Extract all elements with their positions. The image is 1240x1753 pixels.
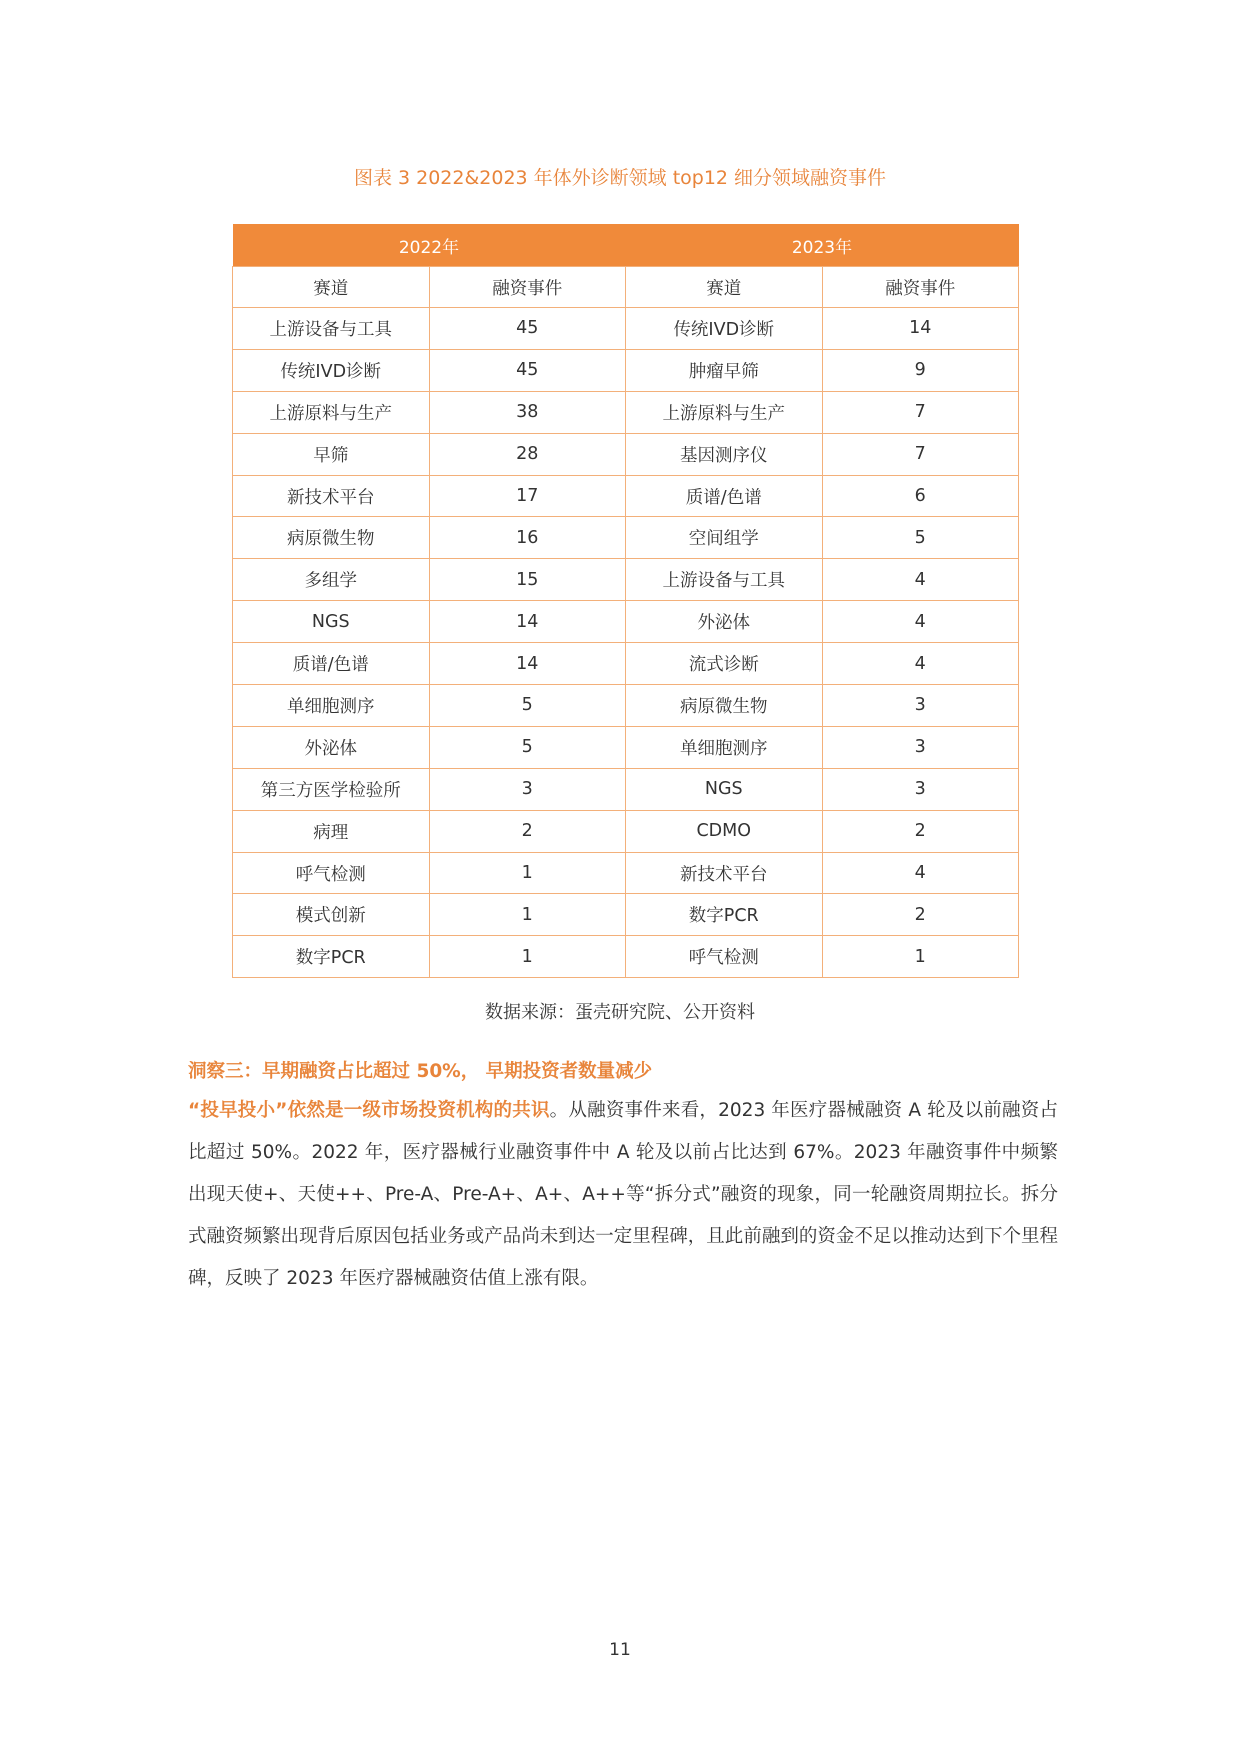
cell-events-2023: 7 [822, 391, 1019, 433]
cell-track-2023: 新技术平台 [626, 852, 823, 894]
cell-track-2023: 质谱/色谱 [626, 475, 823, 517]
cell-events-2023: 1 [822, 936, 1019, 978]
cell-track-2023: 数字PCR [626, 894, 823, 936]
cell-events-2022: 45 [429, 349, 626, 391]
cell-events-2022: 16 [429, 517, 626, 559]
cell-events-2023: 4 [822, 559, 1019, 601]
column-header-events-2023: 融资事件 [822, 267, 1019, 308]
cell-events-2022: 3 [429, 768, 626, 810]
cell-track-2023: 病原微生物 [626, 685, 823, 727]
cell-track-2022: NGS [233, 601, 430, 643]
cell-events-2023: 2 [822, 810, 1019, 852]
table-row [233, 559, 1019, 601]
cell-track-2023: 外泌体 [626, 601, 823, 643]
table-body [233, 267, 1019, 978]
cell-events-2022: 1 [429, 852, 626, 894]
cell-track-2023: 肿瘤早筛 [626, 349, 823, 391]
cell-track-2022: 外泌体 [233, 726, 430, 768]
cell-events-2023: 4 [822, 852, 1019, 894]
table-row [233, 810, 1019, 852]
cell-events-2023: 3 [822, 726, 1019, 768]
column-header-track-2023: 赛道 [626, 267, 823, 308]
paragraph-body: 。从融资事件来看，2023 年医疗器械融资 A 轮及以前融资占比超过 50%。2022 年，医疗器械行业融资事件中 A 轮及以前占比达到 67%。2023 年融资事件中频繁出现天使+、天使++、Pre-A、Pre-A+、A+、A++等“拆分式”融资的现象，同一轮融资周期拉长。拆分式融资频繁出现背后原因包括业务或产品尚未到达一定里程碑，且此前融到的资金不足以推动达到下个里程碑，反映了 2023 年医疗器械融资估值上涨有限。 [188, 1100, 1058, 1289]
cell-track-2023: 基因测序仪 [626, 433, 823, 475]
cell-track-2023: 上游设备与工具 [626, 559, 823, 601]
column-header-row [233, 267, 1019, 308]
cell-track-2022: 单细胞测序 [233, 685, 430, 727]
cell-track-2022: 新技术平台 [233, 475, 430, 517]
table-row [233, 391, 1019, 433]
cell-events-2023: 2 [822, 894, 1019, 936]
table-row [233, 308, 1019, 350]
cell-events-2022: 28 [429, 433, 626, 475]
cell-events-2022: 1 [429, 894, 626, 936]
cell-track-2022: 上游原料与生产 [233, 391, 430, 433]
table-row [233, 601, 1019, 643]
cell-events-2023: 6 [822, 475, 1019, 517]
cell-events-2023: 7 [822, 433, 1019, 475]
table-row [233, 517, 1019, 559]
table-row [233, 643, 1019, 685]
column-header-events-2022: 融资事件 [429, 267, 626, 308]
cell-track-2022: 传统IVD诊断 [233, 349, 430, 391]
cell-track-2022: 病理 [233, 810, 430, 852]
cell-events-2022: 14 [429, 601, 626, 643]
cell-events-2022: 5 [429, 726, 626, 768]
table-row [233, 894, 1019, 936]
table-row [233, 726, 1019, 768]
cell-track-2022: 多组学 [233, 559, 430, 601]
table-row [233, 768, 1019, 810]
cell-track-2023: NGS [626, 768, 823, 810]
cell-events-2023: 14 [822, 308, 1019, 350]
table-row [233, 852, 1019, 894]
cell-events-2022: 17 [429, 475, 626, 517]
year-2022-header: 2022年 [233, 224, 626, 267]
table-row [233, 936, 1019, 978]
cell-events-2023: 4 [822, 643, 1019, 685]
table-row [233, 685, 1019, 727]
cell-track-2023: 流式诊断 [626, 643, 823, 685]
cell-track-2023: 上游原料与生产 [626, 391, 823, 433]
figure-caption: 图表 3 2022&2023 年体外诊断领域 top12 细分领域融资事件 [353, 167, 887, 189]
cell-events-2023: 9 [822, 349, 1019, 391]
cell-track-2022: 病原微生物 [233, 517, 430, 559]
cell-events-2022: 45 [429, 308, 626, 350]
body-paragraph [188, 1090, 1058, 1300]
funding-events-table [232, 224, 1019, 978]
insight-title: 洞察三：早期融资占比超过 50%， 早期投资者数量减少 [188, 1061, 653, 1082]
cell-track-2022: 早筛 [233, 433, 430, 475]
cell-events-2023: 5 [822, 517, 1019, 559]
cell-track-2022: 第三方医学检验所 [233, 768, 430, 810]
cell-track-2022: 模式创新 [233, 894, 430, 936]
cell-track-2023: CDMO [626, 810, 823, 852]
cell-track-2023: 呼气检测 [626, 936, 823, 978]
cell-track-2022: 数字PCR [233, 936, 430, 978]
cell-track-2022: 上游设备与工具 [233, 308, 430, 350]
cell-events-2022: 15 [429, 559, 626, 601]
cell-events-2022: 2 [429, 810, 626, 852]
cell-events-2022: 5 [429, 685, 626, 727]
cell-track-2023: 空间组学 [626, 517, 823, 559]
cell-events-2022: 38 [429, 391, 626, 433]
cell-events-2022: 1 [429, 936, 626, 978]
paragraph-highlight: “投早投小”依然是一级市场投资机构的共识 [188, 1100, 550, 1121]
data-source-note: 数据来源：蛋壳研究院、公开资料 [485, 1002, 755, 1023]
table-row [233, 349, 1019, 391]
cell-events-2023: 4 [822, 601, 1019, 643]
table-row [233, 433, 1019, 475]
cell-track-2022: 质谱/色谱 [233, 643, 430, 685]
cell-track-2023: 单细胞测序 [626, 726, 823, 768]
page-number: 11 [609, 1640, 631, 1660]
column-header-track-2022: 赛道 [233, 267, 430, 308]
table-row [233, 475, 1019, 517]
cell-track-2022: 呼气检测 [233, 852, 430, 894]
cell-events-2023: 3 [822, 685, 1019, 727]
cell-events-2023: 3 [822, 768, 1019, 810]
cell-track-2023: 传统IVD诊断 [626, 308, 823, 350]
cell-events-2022: 14 [429, 643, 626, 685]
year-2023-header: 2023年 [626, 224, 1019, 267]
